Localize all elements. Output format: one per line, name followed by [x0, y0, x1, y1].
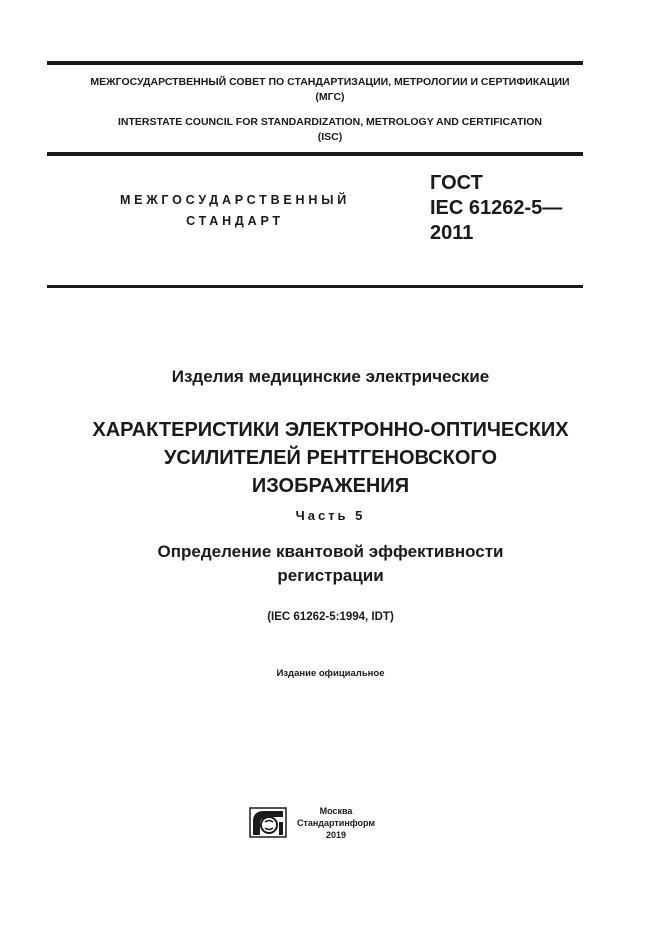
council-name-ru — [47, 75, 613, 105]
council-en-line2: (ISC) — [317, 131, 343, 143]
header-rule — [47, 152, 583, 156]
standard-type — [82, 190, 388, 232]
standard-type-line1: МЕЖГОСУДАРСТВЕННЫЙ — [119, 193, 351, 207]
part-title-line2: регистрации — [277, 566, 384, 585]
standard-designation — [430, 171, 562, 246]
standard-type-line2: СТАНДАРТ — [186, 214, 284, 228]
document-title — [0, 416, 661, 500]
council-ru-line2: (МГС) — [315, 91, 345, 103]
publisher-name: Стандартинформ — [296, 818, 376, 828]
equivalence-note: (IEC 61262-5:1994, IDT) — [267, 611, 394, 623]
designation-rule — [47, 285, 583, 288]
council-name-en — [47, 115, 613, 145]
title-line3: ИЗОБРАЖЕНИЯ — [251, 475, 410, 497]
publisher-info — [296, 805, 376, 841]
edition-note: Издание официальное — [276, 668, 385, 679]
council-en-line1: INTERSTATE COUNCIL FOR STANDARDIZATION, METROLOGY AND CERTIFICATION — [117, 116, 543, 128]
publisher-year: 2019 — [325, 830, 347, 840]
standartinform-logo-icon — [249, 807, 287, 838]
part-title — [0, 540, 661, 588]
designation-line1: ГОСТ — [430, 172, 483, 194]
subject-heading: Изделия медицинские электрические — [171, 367, 490, 386]
title-line1: ХАРАКТЕРИСТИКИ ЭЛЕКТРОННО-ОПТИЧЕСКИХ — [92, 419, 569, 441]
part-number: Часть 5 — [295, 508, 366, 523]
council-ru-line1: МЕЖГОСУДАРСТВЕННЫЙ СОВЕТ ПО СТАНДАРТИЗАЦИИ, МЕТРОЛОГИИ И СЕРТИФИКАЦИИ — [90, 76, 570, 88]
top-rule — [47, 61, 583, 65]
title-line2: УСИЛИТЕЛЕЙ РЕНТГЕНОВСКОГО — [163, 447, 498, 469]
designation-line2: IEC 61262-5— — [430, 197, 563, 219]
publisher-city: Москва — [319, 806, 353, 816]
designation-line3: 2011 — [430, 222, 474, 244]
part-title-line1: Определение квантовой эффективности — [157, 542, 504, 561]
